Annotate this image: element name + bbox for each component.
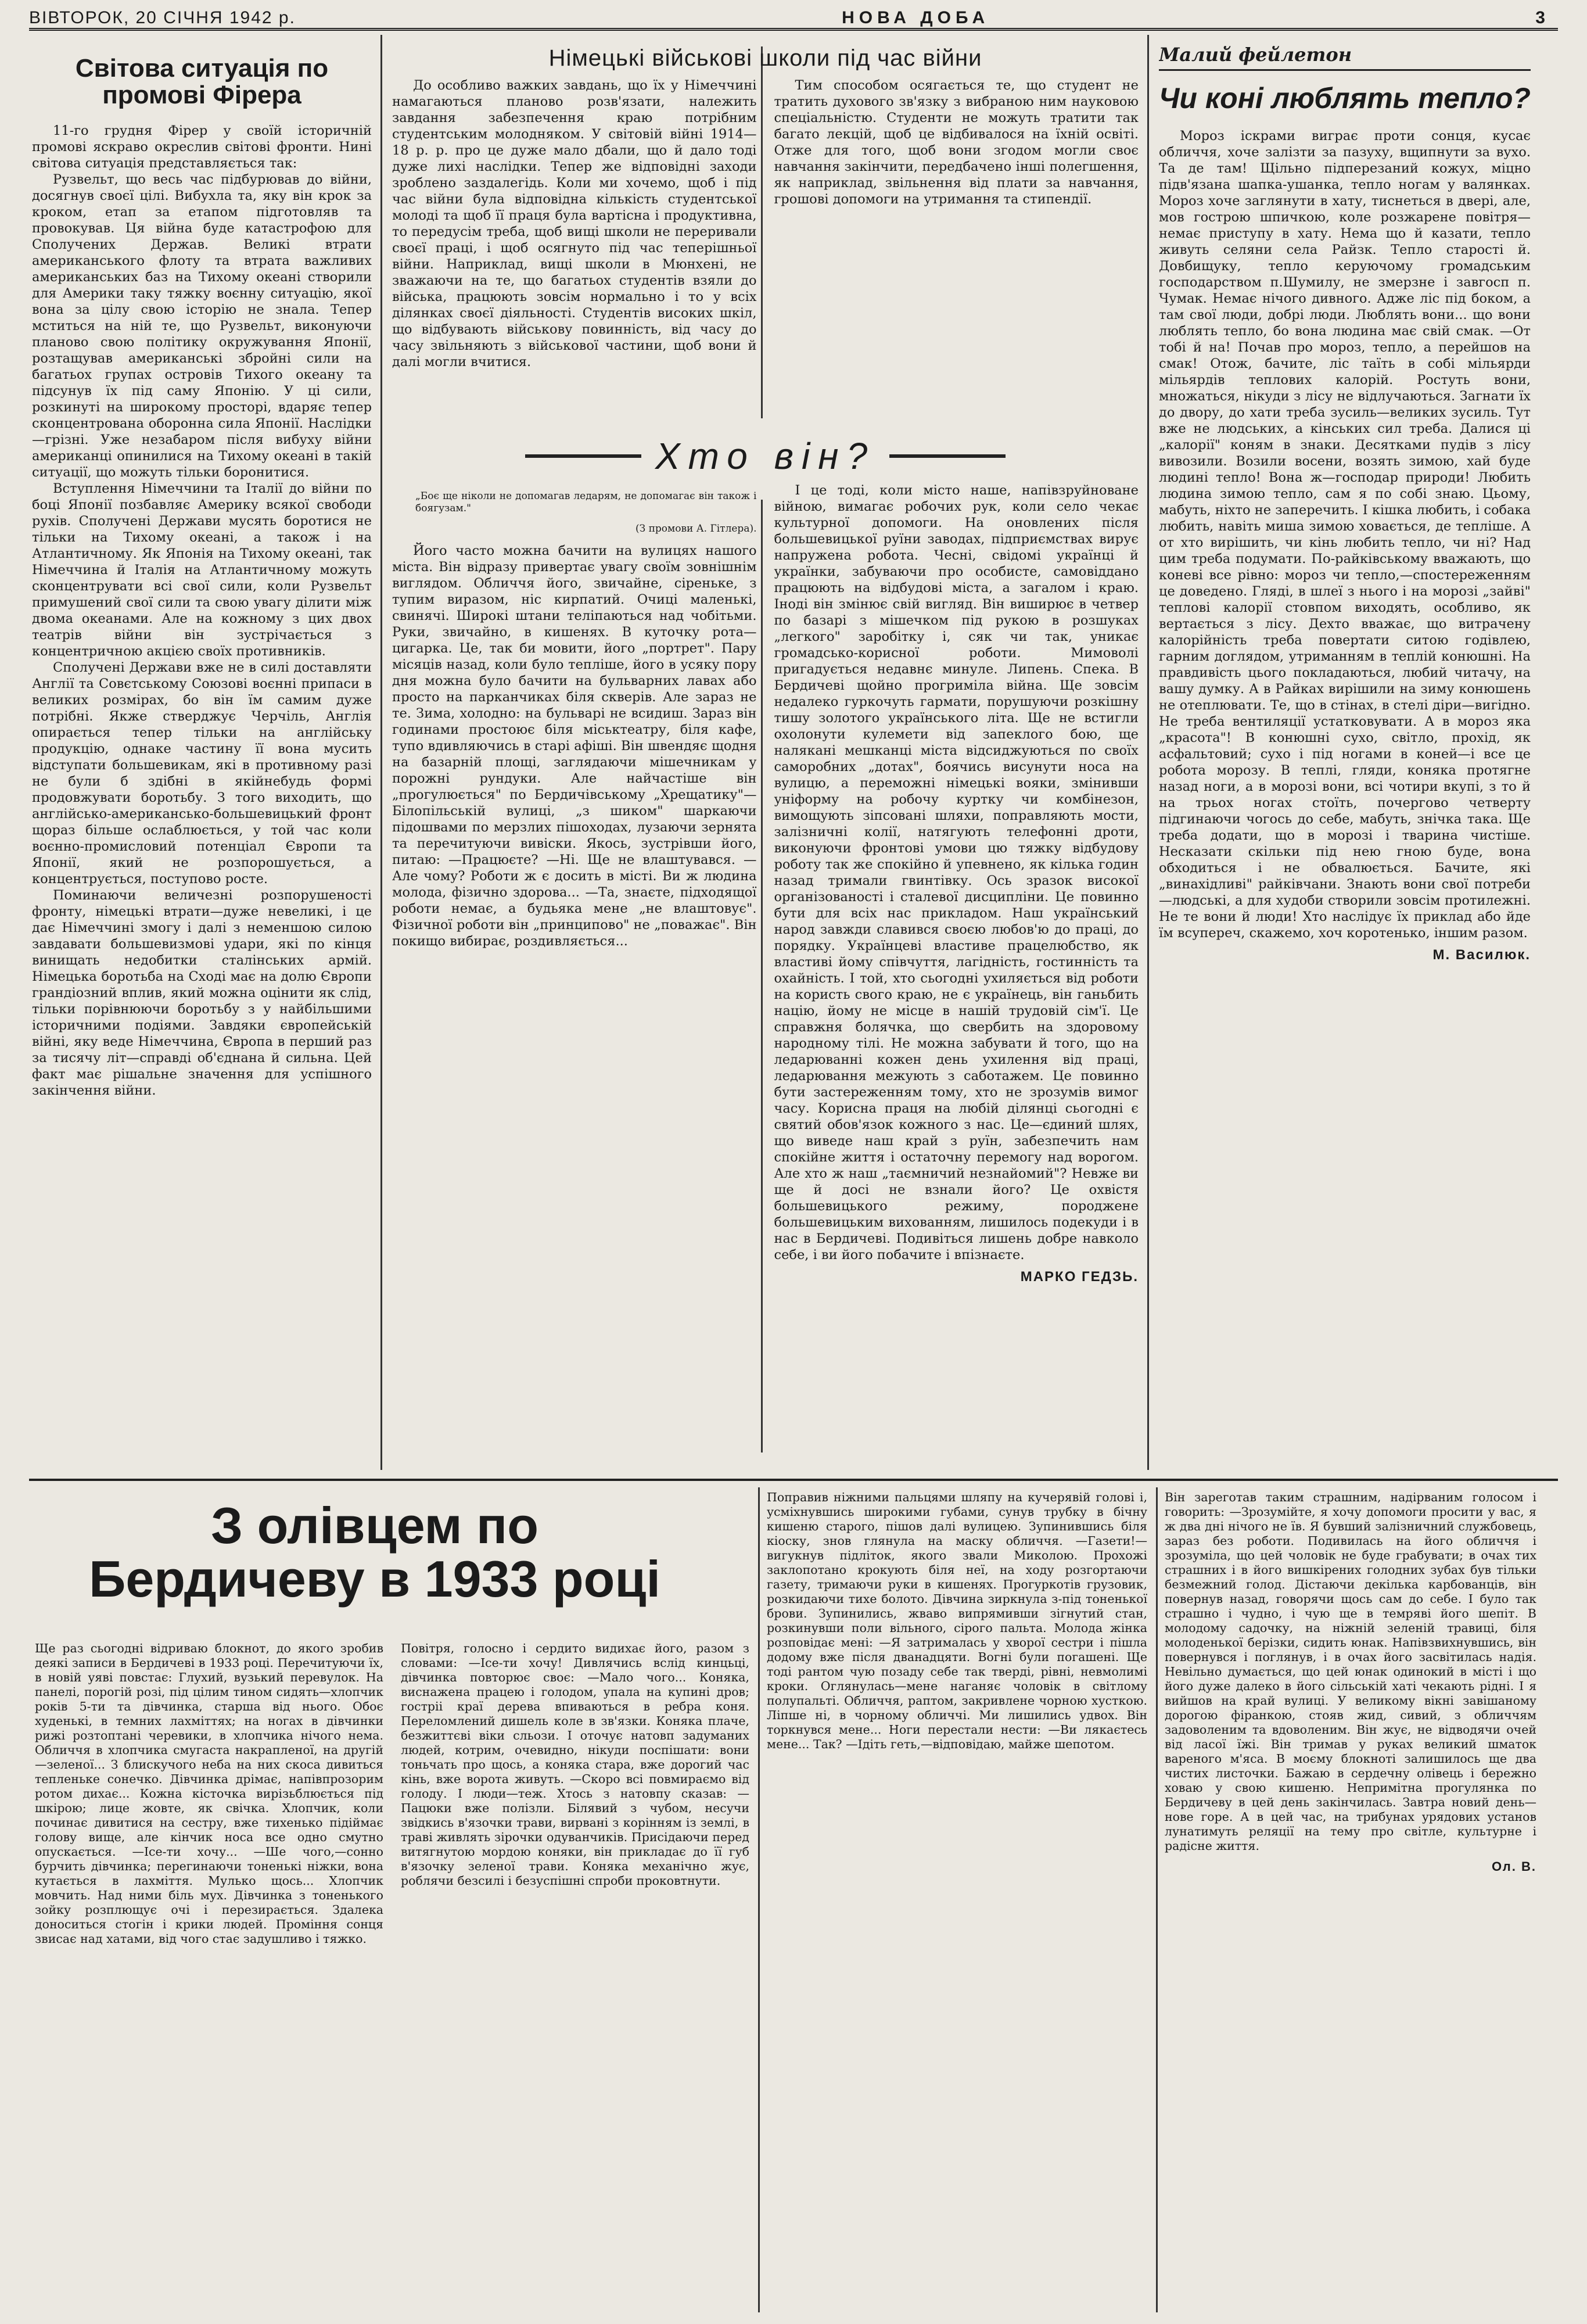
article-world-situation — [32, 49, 372, 1467]
article-title-block — [392, 430, 1139, 482]
author-signature: М. Василюк. — [1432, 947, 1531, 963]
article-feuilleton — [1159, 44, 1531, 1467]
column-rule — [1156, 1487, 1158, 2312]
article-column: Тим способом осягається те, що студент не тратить духового зв'язку з вибраною ним науковою спеціальністю. Студенти не можуть тратити так багато лекцій, щоб це відбивалося на їхній освіті. Отже для того, щоб вони згодом могли своє навчання закінчити, передбачено інші полегшення, як наприклад, звільнення від плати за навчання, грошові допомоги на утримання та стипендії. — [774, 78, 1139, 207]
epigraph: „Боє ще ніколи не допомагав ледарям, не допомагає він також і боягузам." — [415, 490, 757, 514]
column-rule — [758, 1487, 760, 2312]
article-column: Поправив ніжними пальцями шляпу на кучерявій голові і, усміхнувшись широкими губами, сунув трубку в бічну кишеню старого, пішов далі вулицею. Зупинившись біля кіоску, знов глянула на маску обличчя. —Газети!—вигукнув підліток, якого звали Миколою. Прохожі заклопотано крокують біля неї, на ходу розгортаючи газету, тримаючи руки в кишенях. Прогуркотів грузовик, розкидаючи тихе болото. Дівчина зиркнула з-під тоненької брови. Зупинились, жваво випрямивши зігнутий стан, розкинувши поли вільного, сірого пальта. Молода жінка розповідає мені: —Я затрималась у хворої сестри і пішла додому вже після дванадцяти. Вогні були погашені. Ще тоді рантом чую позаду себе так тверді, рівні, невмолимі кроки. Оглянулась—мене наганяє чоловік в світлому полупальті. Обличчя, раптом, закривлене чорною хусткою. Ліпше ні, в чорному обличчі. Ми лишились удвох. Він торкнувся мене... Ноги перестали нести: —Ви лякаєтесь мене... Так? —Ідіть геть,—відповідаю, майже шепотом. — [767, 1490, 1147, 1751]
paragraph: Рузвельт, що весь час підбурював до війни, досягнув своєї цілі. Вибухла та, яку він крок за кроком, етап за етапом підготовляв та провокував. Ця війна буде катастрофою для Сполучених Держав. Великі втрати американського флоту та втрата важливих американських баз на Тихому океані створили для Америки таку тяжку воєнну ситуацію, якої вона за цілу свою історію не знала. Тепер мститься на ній те, що Рузвельт, виконуючи планово свою політику окружування Японії, розтащував американські збройні сили на багатьох групах островів Тихого океану та підсунув їх під саму Японію. У ці сили, розкинуті на широкому просторі, вдаряє тепер сконцентрована оборонна сила Японії. Наслідки—грізні. Уже незабаром після вибуху війни американці опинилися на Тихому океані в такій ситуації, що можуть тільки боронитися. — [32, 172, 372, 480]
paragraph: Сполучені Держави вже не в силі доставляти Англії та Совєтському Союзові воєнні припаси в великих розмірах, бо він їм самим дуже потрібні. Якже стверджує Черчіль, Англія опирається тепер тільки на англійську продукцію, однаке частину її вона мусить відступати большевикам, які в противному разі не були б здібні в якійнебудь формі продовжувати боротьбу. З того виходить, що англійсько-американсько-большевицький фронт щораз більше ослаблюється, у той час коли воєнно-промисловий потенціал Європи та Японії, який не розпорошується, а концентрується, поступово росте. — [32, 660, 372, 887]
article-column: Він зареготав таким страшним, надірваним голосом і говорить: —Зрозумійте, я хочу допомоги просити у вас, я ж два дні нічого не їв. Я бувший залізничний службовець, зараз без роботи. Подивилась на його обличчя і зрозуміла, що цей чоловік не буде грабувати; в очах тих страшних і в його вишкірених голодних зубах був тільки безмежний голод. Дістаючи декілька карбованців, він повернув назад, говорячи щось сам до себе. І було так страшно і чудно, і чую ще в темряві його шепіт. В молодому садочку, на ніжній зеленій травиці, біля молоденької берізки, сидить юнак. Напівзвихнувшись, він повернувся і поглянув, і в очах його засвітилась надія. Невільно думається, що цей юнак одинокий в місті і що його дуже далеко в його сільській хаті чекають рідні. І я вийшов на край вулиці. У великому вікні завішаному дорогою фіранкою, стояв жид, сивий, з обличчям задоволеним та вдоволеним. Він жує, не відводячи очей від ласої їжі. Він тримав у руках великий шматок вареного м'яса. В моєму блокноті залишилось ще два чистих листочки. Бажаю в сердечну олівець і бережно ховаю у свою кишеню. Непримітна прогулянка по Бердичеву в цей день закінчилась. Завтра новий день—нове горе. А в цей час, на трибунах урядових установ лунатимуть реляції на тему про світле, культурне і радісне життя. — [1165, 1490, 1536, 1853]
page-number: 3 — [1535, 8, 1546, 27]
author-signature: Ол. В. — [1491, 1859, 1536, 1874]
article-body — [32, 123, 372, 1099]
column-rule — [1147, 35, 1149, 1470]
author-signature: МАРКО ГЕДЗЬ. — [1020, 1269, 1139, 1285]
issue-date: ВІВТОРОК, 20 СІЧНЯ 1942 р. — [29, 8, 296, 27]
article-column: Його часто можна бачити на вулицях нашого міста. Він відразу привертає увагу своїм зовнішнім виглядом. Обличчя його, звичайне, сіреньке, з тупим виразом, ніс кирпатий. Очиці маленькі, свинячі. Широкі штани теліпаються над чобітьми. Руки, звичайно, в кишенях. В куточку рота—цигарка. Це, так би мовити, його „портрет". Пару місяців назад, коли було тепліше, його в усяку пору дня можна було бачити на бульварних лавах або просто на парканчиках біля скверів. Але зараз не те. Зима, холодно: на бульварі не всидиш. Зараз він годинами простоює біля міськтеатру, біля кафе, тупо вдивляючись в старі афіші. Він швендяє щодня на базарній площі, заглядаючи мішечникам у порожні рундуки. Але найчастіше він „прогулюється" по Бердичівському „Хрещатику"—Білопільській вулиці, „з шиком" шаркаючи підошвами по мерзлих пішоходах, лузаючи зернята та перечитуючи вивіски. Якось, зустрівши його, питаю: —Працюєте? —Ні. Ще не влаштувався. —Але чому? Роботи ж є досить в місті. Ви ж людина молода, фізично здорова... —Та, знаєте, підходящої роботи немає, а будьяка мене „не влаштовує". Фізичної роботи він „принципово" не „поважає". Він покищо вибирає, роздивляється... — [392, 543, 757, 949]
article-column: Ще раз сьогодні відриваю блокнот, до якого зробив деякі записи в Бердичеві в 1933 році. Перечитуючи їх, в новій уяві повстає: Глухий, вузький перевулок. На панелі, порогій розі, під цілим тином сидять—хлопчик років 5-ти та дівчинка, старша від нього. Обоє худенькі, в темних лахміттях; на ногах в дівчинки рижі розтоптані черевики, в хлопчика нічого нема. Обличчя в хлопчика смугаста накрапленої, на другій—зеленої... З блискучого неба на них скоса дивиться тепленьке сонечко. Дівчинка дрімає, напівпрозорим ротом дихає... Кожна кісточка вирізьблюється під шкірою; лице жовте, як свічка. Хлопчик, коли починає дивитися на сестру, вже тихенько підіймає голову вище, але кінчик носа все одно смутно опускається. —Ісе-ти хочу... —Ше чого,—сонно бурчить дівчинка; перегинаючи тоненькі ніжки, вона кутається в лахміття. Мулько щось... Хлопчик мовчить. Над ними біль мух. Дівчинка з тоненького зойку розплющує очі і перезирається. Здалека доноситься стогін і крики людей. Проміння сонця звисає над хатами, від чого стає задушливо і тяжко. — [35, 1641, 383, 1946]
section-divider — [29, 1479, 1558, 1481]
article-column: І це тоді, коли місто наше, напівзруйноване війною, вимагає робочих рук, коли село чекає культурної допомоги. На оновлених після большевицької руїни заводах, підприємствах вирує напружена робота. Чесні, свідомі українці й українки, забуваючи про особисте, самовіддано працюють на відбудові міста, а загалом і краю. Іноді він змінює свій вигляд. Він виширює в четвер по базарі з мішечком під рукою в розшуках „легкого" заробітку і, сяк чи так, уникає громадсько-корисної роботи. Мимоволі пригадується недавнє минуле. Липень. Спека. В Бердичеві щойно прогриміла війна. Ще зовсім недалеко гуркочуть гармати, порушуючи розкішну тишу золотого українського літа. Ще не встигли охолонути кулемети від запеклого бою, ще налякані мешканці міста відсиджуються по своїх саморобних „дотах", боячись висунути носа на вулицю, а переможні німецькі вояки, змінивши уніформу на робочу куртку чи комбінезон, вимощують зіпсовані шляхи, поправляють мости, залізничні колії, натягують телефонні дроти, виконуючи фронтові умови цю тяжку відбудову роботу так же спокійно й упевнено, як кілька годин назад тримали гвинтівку. Ось зразок високої організованості і сталевої дисципліни. Це повинно бути для всіх нас прикладом. Наш український народ завжди славився своєю любов'ю до праці, до порядку. Українцеві властиве працелюбство, як властиві йому співчуття, лагідність, гостинність та охайність. І той, хто сьогодні ухиляється від роботи на користь свого краю, не є українець, він ганьбить націю, йому не місце в нашій трудовій сім'ї. Це справжня болячка, що свербить на здоровому народному тілі. Не можна забувати й того, що на ледарюванні кожен день ухилення від праці, ледарювання межують з саботажем. Це повинно бути застереженням тому, хто не зрозумів вимог часу. Корисна праця на любій ділянці сьогодні є святий обов'язок кожного з нас. Це—єдиний шлях, що виведе наш край з руїн, забезпечить нам спокійне життя і остаточну перемогу над ворогом. Але хто ж наш „таємничий незнайомий"? Невже ви ще й досі не взнали його? Це охвістя большевицького режиму, породжене большевицьким вихованням, лишилось подекуди і в нас в Бердичеві. Подивіться лишень добре навколо себе, і ви його побачите і впізнаєте. — [774, 483, 1139, 1263]
column-rule — [380, 35, 382, 1470]
article-title: Чи коні люблять тепло? — [1159, 82, 1531, 114]
masthead — [29, 6, 1558, 31]
article-title: З олівцем по Бердичеву в 1933 році — [89, 1497, 660, 1608]
section-label: Малий фейлетон — [1159, 44, 1531, 71]
paragraph: Поминаючи величезні розпорушеності фронту, німецькі втрати—дуже невеликі, і це дає Німеччині змогу і далі з неменшою силою завдавати большевизмові удари, які по кінця винищать недобитки сталінських армій. Німецька боротьба на Сході має на долю Європи грандіозний вплив, який можна оцінити як слід, тільки порівнюючи боротьбу з у найбільшими історичними подіями. Завдяки європейській війні, яку веде Німеччина, Європа в перший раз за тисячу літ—справді об'єднана й сильна. Цей факт має рішальне значення для успішного закінчення війни. — [32, 888, 372, 1099]
article-column-block — [767, 1490, 1147, 2318]
article-title: Світова ситуація по промові Фірера — [75, 54, 329, 110]
article-column-block — [1165, 1490, 1536, 2318]
article-column: До особливо важких завдань, що їх у Німеччині намагаються планово розв'язати, належить завдання забезпечення краю потрібним студентським молодняком. У світовій війні 1914—18 р. р. про це дуже мало дбали, що й дало тоді дуже лихі наслідки. Тепер же відповідні заходи зроблено заздалегідь. Коли ми хочемо, щоб і під час війни була відповідна кількість студентської молоді та щоб її праця була вартісна і продуктивна, то передусім треба, щоб вищі школи не переривали своєї праці, і щоб осягнуто під час теперішньої війни. Наприклад, вищі школи в Мюнхені, не зважаючи на те, що багатьох студентів взяли до війська, працюють зовсім нормально і то у всіх ділянках своєї діяльності. Студентів високих шкіл, що відбувають військову повинність, від часу до часу звільняють з військової частини, щоб вони й далі могли вчитися. — [392, 78, 757, 370]
paragraph: 11-го грудня Фірер у своїй історичній промові яскраво окреслив світові фронти. Нині світова ситуація представляється так: — [32, 123, 372, 171]
title-bar-left — [525, 454, 641, 458]
newspaper-name: НОВА ДОБА — [842, 8, 990, 27]
article-title: Хто він? — [655, 435, 876, 477]
article-military-schools — [392, 44, 1139, 427]
epigraph-source: (З промови А. Гітлера). — [635, 523, 757, 535]
article-column: Повітря, голосно і сердито видихає його, разом з словами: —Ісе-ти хочу! Дивлячись вслід кинцьці, дівчинка повторює своє: —Мало чого... Коняка, виснажена працею і голодом, упала на купині дров; гостріі краї дерева впиваються в ребра коня. Переломлений дишель коле в зв'язки. Коняка плаче, безжиттєві віки сльози. І оточує натовп задуманих людей, котрим, очевидно, нікуди поспішати: вони тоньчать про щось, а коняка стара, вже дорогий час кінь, вже ворота живуть. —Скоро всі повмираємо від голоду. І люди—теж. Хтось з натовпу сказав: —Пацюки вже полізли. Білявий з чубом, несучи звідкись в'язочки трави, вирвані з корінням із землі, в траві живлять зірочки одуванчиків. Присідаючи перед витягнутою мордою коняки, він прикладає до її губ в'язочку зеленої трави. Коняка механічно жує, роблячи безсилі і безуспішні спроби проковтнути. — [401, 1641, 749, 1888]
article-title: Німецькі військові школи під час війни — [548, 45, 982, 71]
article-body: Мороз іскрами виграє проти сонця, кусає обличчя, хоче залізти за пазуху, вщипнути за вухо. Та де там! Щільно підперезаний кожух, міцно підв'язана шапка-ушанка, тепло ногам у валянках. Мороз хоче заглянути в хату, тиснеться в двері, але, мов гострою шпичкою, коле розжарене повітря—немає приступу в хату. Нема що й казати, тепло живуть селяни села Райзк. Тепло старості й. Довбищуку, тепло керуючому громадським господарством п.Шумилу, не змерзне і завгосп п. Чумак. Немає нічого дивного. Адже ліс під боком, а там свої люди, добрі люди. Люблять вони... що вони люблять тепло, бо вона людина має свій смак. —От тобі й на! Почав про мороз, тепло, а перейшов на смак! Отож, бачите, ліс таїть в собі мільярди мільярдів теплових калорій. Ростуть вони, множаться, нікуди з лісу не відлучаються. Загнати їх до двору, до хати треба зусиль—великих зусиль. Тут вже не людських, а кінських сил треба. Далися ці „калорії" коням в знаки. Десятками пудів з лісу вивозили. Возили восени, возять зимою, хай буде людині тепло! Вона ж—господар природи! Любить людина зимою тепло, сам я по собі знаю. Цьому, мабуть, ніхто не заперечить. І кішка любить, і собака любить, навіть миша зимою ховається, де тепліше. А от хто вирішить, чи кінь любить тепло, чи ні? Над цим треба подумати. По-райківському вважають, що коневі все рівно: мороз чи тепло,—спостереженням це доведено. Гляді, в шлеї з нього і на морозі „зайві" теплові калорії стовпом виходять, особливо, як вертається з лісу. Дехто вважає, що витрачену калорійність треба повертати ситою годівлею, гарним доглядом, утриманням в теплій конюшні. На правдивість цього покладаються, любий читачу, на вашу думку. А в Райках вирішили на зиму конюшень не отеплювати. Те, що в стінах, в стелі діри—вигідно. Не треба вентиляції устатковувати. А в мороз яка „красота"! В конюшні сухо, світло, прохід, як асфальтовий; сухо і під ногами в коней—і все це робота морозу. В теплі, гляди, коняка протягне назад ноги, а в морозі вони, всі чотири вкупі, з то й на трьох ногах стоїть, почергово четверту підгинаючи чогось до себе, мабуть, знічка така. Ще треба додати, що в морозі і тварина чистіше. Несказати скільки під нею гною буде, вона обходиться і не обвалюється. Бачите, які „винахідливі" райківчани. Знають вони свої потреби—людські, а для худоби створили зовсім протилежні. Не те вони й люди! Хто наслідує їх приклад або йде їм всупереч, скажемо, хоч коротенько, іншим разом. — [1159, 128, 1531, 941]
article-pencil-berdychiv — [35, 1487, 749, 2318]
paragraph: Вступлення Німеччини та Італії до війни по боці Японії позбавляє Америку всякої свободи рухів. Сполучені Держави мусять боротися не тільки на Тихому океані, а також і на Атлантичному. Як Японія на Тихому океані, так Німеччина й Італія на Атлантичному можуть сконцентрувати всі свої сили, коли Рузвельт примушений свої сили та свою увагу ділити між двома океанами. Але на кожному з цих двох театрів війни він зустрічається з концентричною акцією своїх противників. — [32, 481, 372, 659]
title-bar-right — [889, 454, 1006, 458]
article-who-is-he — [392, 430, 1139, 1470]
